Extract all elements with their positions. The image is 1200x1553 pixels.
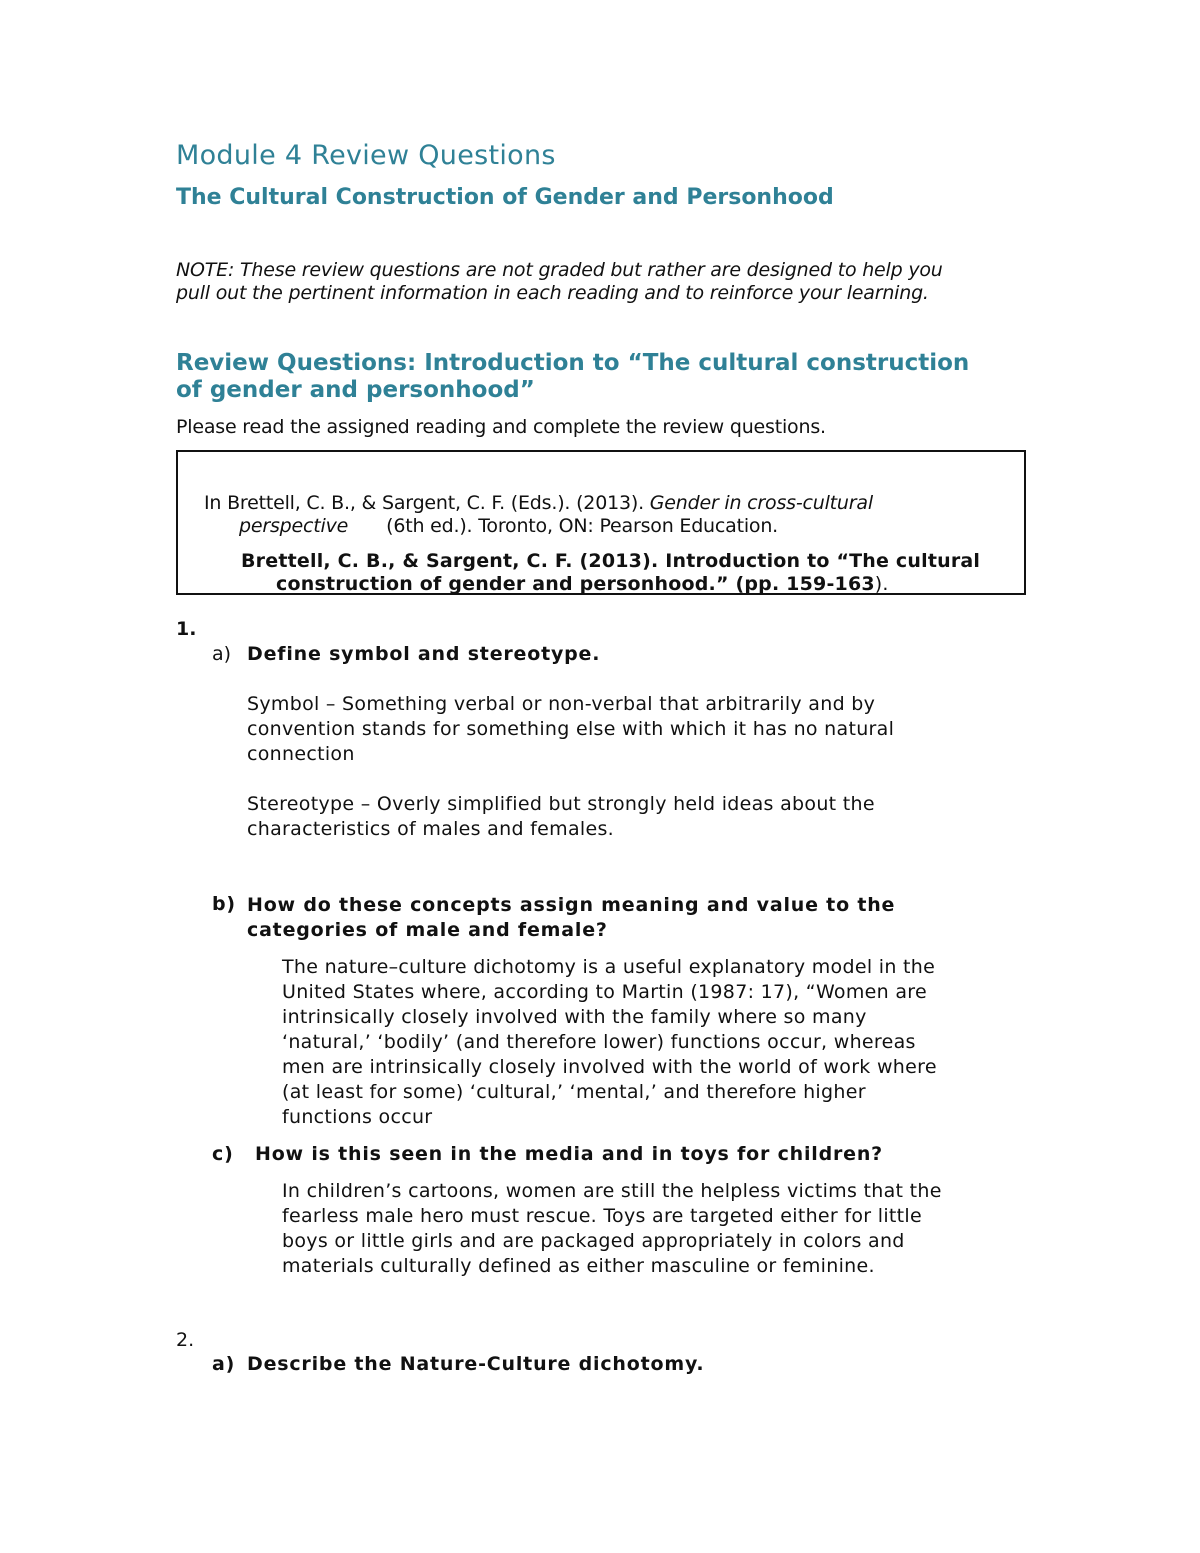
instructions: Please read the assigned reading and complete the review questions. bbox=[176, 416, 826, 438]
question-number-1: 1. bbox=[176, 618, 197, 640]
q1-b-answer: The nature–culture dichotomy is a useful explanatory model in the United States where, according to Martin (1987: 17), “Women are intrinsically closely involved with the family where so many ‘natural,’ ‘bodily’ (and therefore lower) functions occur, whereas men are intrinsically closely involved with the world of work where (at least for some) ‘cultural,’ ‘mental,’ and therefore higher functions occur bbox=[282, 956, 937, 1128]
q1-a-answer-stereotype: Stereotype – Overly simplified but strongly held ideas about the characteristics of males and females. bbox=[247, 793, 875, 840]
section-heading-line: Review Questions: Introduction to “The cultural construction bbox=[176, 350, 970, 376]
reference-box bbox=[176, 450, 1026, 595]
q2-a-label: Describe the Nature-Culture dichotomy. bbox=[247, 1353, 705, 1375]
book-title: Gender in cross-cultural bbox=[649, 492, 873, 514]
page-subtitle: The Cultural Construction of Gender and Personhood bbox=[176, 185, 834, 210]
q2-a-marker: a) bbox=[212, 1353, 236, 1375]
reference-line-2: perspective (6th ed.). Toronto, ON: Pearson Education. bbox=[239, 515, 779, 537]
question-number-2: 2. bbox=[176, 1329, 195, 1351]
q1-c-answer: In children’s cartoons, women are still the helpless victims that the fearless male hero must rescue. Toys are targeted either for little boys or little girls and are packaged appropriately in colors and materials culturally defined as either masculine or feminine. bbox=[282, 1180, 942, 1277]
q1-a-label: Define symbol and stereotype. bbox=[247, 643, 601, 665]
q1-c-label: How is this seen in the media and in toys for children? bbox=[255, 1143, 884, 1165]
q1-a-answer-symbol: Symbol – Something verbal or non-verbal that arbitrarily and by convention stands for something else with which it has no natural connection bbox=[247, 693, 895, 765]
note-line: NOTE: These review questions are not graded but rather are designed to help you bbox=[176, 259, 943, 281]
q1-c-marker: c) bbox=[212, 1143, 234, 1165]
note-line: pull out the pertinent information in each reading and to reinforce your learning. bbox=[176, 282, 929, 304]
note-paragraph bbox=[176, 259, 943, 305]
page-title: Module 4 Review Questions bbox=[176, 140, 556, 171]
q1-b-marker: b) bbox=[212, 893, 236, 915]
q1-b-label: How do these concepts assign meaning and value to the categories of male and female? bbox=[247, 894, 896, 941]
reference-line-3: Brettell, C. B., & Sargent, C. F. (2013). Introduction to “The cultural bbox=[241, 550, 981, 572]
reference-line-1: In Brettell, C. B., & Sargent, C. F. (Eds.). (2013). Gender in cross-cultural bbox=[204, 492, 873, 514]
q1-a-marker: a) bbox=[212, 643, 232, 665]
reference-line-4: construction of gender and personhood.” (pp. 159-163). bbox=[276, 573, 889, 595]
section-heading bbox=[176, 350, 969, 404]
section-heading-line: of gender and personhood” bbox=[176, 377, 535, 403]
book-title-cont: perspective bbox=[239, 515, 349, 537]
